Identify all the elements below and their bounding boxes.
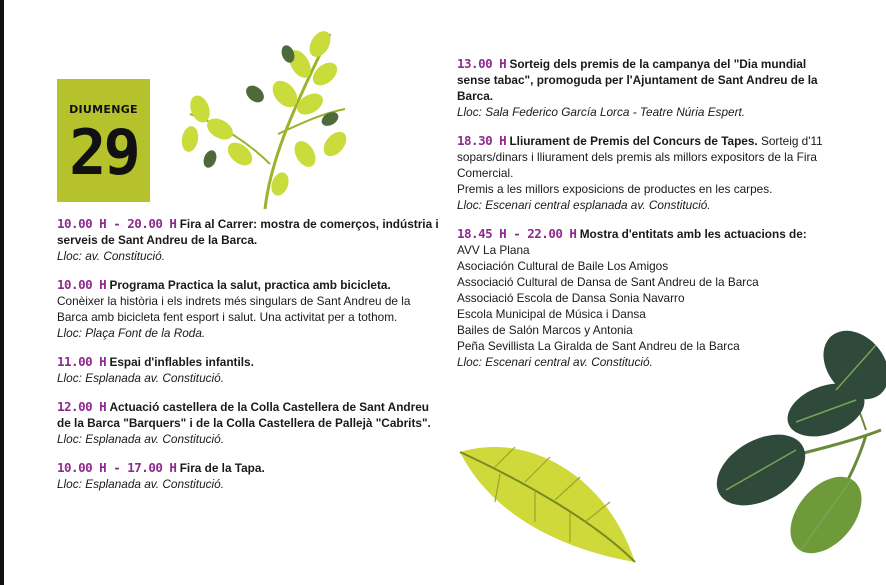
entity-list-item: Peña Sevillista La Giralda de Sant Andreu de la Barca <box>457 339 740 353</box>
event-item <box>457 133 842 213</box>
event-item <box>57 399 439 447</box>
entity-list-item: Escola Municipal de Música i Dansa <box>457 307 646 321</box>
yellow-leaf-illustration <box>455 432 645 572</box>
event-time: 11.00 H <box>57 354 107 369</box>
left-event-column <box>57 216 439 505</box>
event-time: 10.00 H <box>57 277 107 292</box>
event-time: 10.00 H - 17.00 H <box>57 460 177 475</box>
date-day: 29 <box>69 116 138 189</box>
event-item <box>57 277 439 341</box>
event-location: Lloc: Escenari central av. Constitució. <box>457 355 653 369</box>
event-description: Sorteig d'11 sopars/dinars i lliurament dels premis als millors expositors de la Fira Comercial. <box>457 134 823 180</box>
date-badge <box>57 79 150 202</box>
event-description: Conèixer la història i els indrets més singulars de Sant Andreu de la Barca amb bicicleta fent esport i salut. Una activitat per a tothom. <box>57 294 411 324</box>
event-location: Lloc: Sala Federico García Lorca - Teatre Núria Espert. <box>457 105 746 119</box>
event-time: 12.00 H <box>57 399 107 414</box>
event-item <box>457 56 842 120</box>
event-time: 10.00 H - 20.00 H <box>57 216 177 231</box>
event-title: Actuació castellera de la Colla Castellera de Sant Andreu de la Barca "Barquers" i de la Colla Castellera de Pallejà "Cabrits". <box>57 400 431 430</box>
event-location: Lloc: Esplanada av. Constitució. <box>57 432 224 446</box>
event-location: Lloc: Escenari central esplanada av. Constitució. <box>457 198 711 212</box>
event-title: Mostra d'entitats amb les actuacions de: <box>579 227 807 241</box>
event-title: Fira al Carrer: mostra de comerços, indústria i serveis de Sant Andreu de la Barca. <box>57 217 439 247</box>
event-item <box>57 460 439 492</box>
entity-list-item: Associació Cultural de Dansa de Sant Andreu de la Barca <box>457 275 759 289</box>
event-item <box>57 354 439 386</box>
entity-list-item: Associació Escola de Dansa Sonia Navarro <box>457 291 685 305</box>
event-title: Espai d'inflables infantils. <box>109 355 254 369</box>
leaf-sprig-illustration <box>170 14 360 214</box>
event-time: 18.30 H <box>457 133 507 148</box>
event-location: Lloc: Esplanada av. Constitució. <box>57 477 224 491</box>
page-edge <box>0 0 4 585</box>
event-item <box>57 216 439 264</box>
entity-list-item: Bailes de Salón Marcos y Antonia <box>457 323 633 337</box>
event-location: Lloc: Esplanada av. Constitució. <box>57 371 224 385</box>
date-weekday: DIUMENGE <box>69 103 138 116</box>
event-time: 18.45 H - 22.00 H <box>457 226 577 241</box>
event-item <box>457 226 842 370</box>
event-title: Fira de la Tapa. <box>179 461 265 475</box>
event-title: Sorteig dels premis de la campanya del "Dia mundial sense tabac", promoguda per l'Ajuntament de Sant Andreu de la Barca. <box>457 57 818 103</box>
right-event-column <box>457 56 842 383</box>
entity-list-item: AVV La Plana <box>457 243 530 257</box>
entity-list-item: Asociación Cultural de Baile Los Amigos <box>457 259 669 273</box>
event-time: 13.00 H <box>457 56 507 71</box>
event-location: Lloc: Plaça Font de la Roda. <box>57 326 206 340</box>
event-title: Lliurament de Premis del Concurs de Tapes. <box>509 134 758 148</box>
event-title: Programa Practica la salut, practica amb bicicleta. <box>109 278 391 292</box>
event-description-extra: Premis a les millors exposicions de productes en les carpes. <box>457 182 773 196</box>
event-location: Lloc: av. Constitució. <box>57 249 165 263</box>
